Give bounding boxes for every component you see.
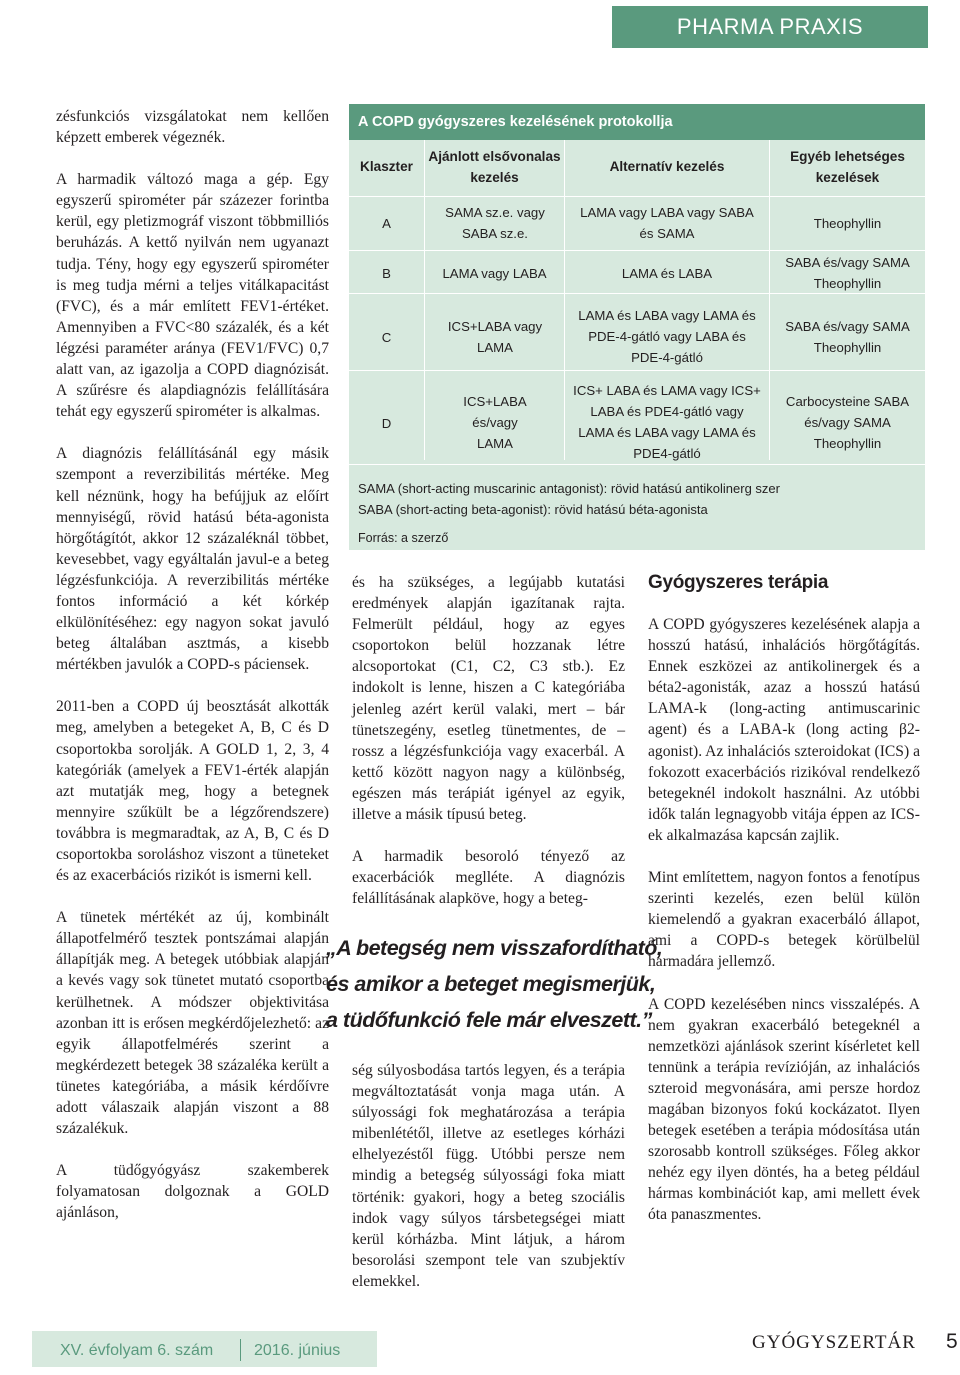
table-notes: [349, 466, 925, 526]
row-c-other: SABA és/vagy SAMA Theophyllin: [785, 319, 910, 355]
quote-line-2: és amikor a beteget megismerjük,: [326, 972, 656, 996]
header-cluster: Klaszter: [360, 159, 413, 174]
footer-date: 2016. június: [254, 1342, 341, 1359]
right-paragraph-1: A COPD gyógyszeres kezelésének alapja a hosszú hatású, inhalációs hörgőtágítás. Ennek eszközei az antikolinergek és a béta2-agonisták, azaz a hosszú hatású LAMA-k (long-acting antimuscarinic agent) és a LABA-k (long acting β2-agonist). Az inhalációs szteroidokat (ICS) a fokozott exacerbációs rizikóval rendelkező betegeknél indokolt használni. Az utóbbi idők talán legnagyobb vitája éppen az ICS-ek alkalmazása kapcsán zajlik.: [648, 616, 920, 844]
treatment-table: [349, 104, 925, 524]
left-paragraph-6: A tüdőgyógyász szakemberek folyamatosan dolgoznak a GOLD ajánláson,: [56, 1162, 329, 1222]
footer-brand: GYÓGYSZERTÁR: [752, 1332, 916, 1353]
note-sama: SAMA (short-acting muscarinic antagonist): rövid hatású antikolinerg szer: [358, 481, 780, 496]
mid-paragraph-3: ség súlyosbodása tartós legyen, és a terápia megváltoztatását vonja maga után. A súlyossági fok meghatározása a terápia mibenlététől, illetve az esetleges kórházi elhelyezéstől függ. Utóbbi persze nem mindig a betegség súlyossági foka miatt történik: gyakori, hogy a beteg szociális indok vagy súlyos társbetegségei miatt kerül kórházba. Mint látjuk, a három besorolási szempont tele van szubjektív elemekkel.: [352, 1062, 625, 1290]
pull-quote: [326, 930, 666, 1038]
page-number: 5: [946, 1330, 958, 1353]
left-paragraph-4: 2011-ben a COPD új beosztását alkották meg, amelyben a betegeket A, B, C és D csoportokba sorolják. A GOLD 1, 2, 3, 4 kategóriák (amelyek a FEV1-érték alapján azt mutatják meg, hogy a betegnek mennyire szűkült be a légzőrendszere) továbbra is megmaradtak, az A, B, C és D csoportokba soroláshoz viszont a tüneteket és az exacerbációs rizikót is ismerni kell.: [56, 698, 329, 885]
row-d-cluster: D: [381, 416, 392, 431]
row-a-first-line: SAMA sz.e. vagy SABA sz.e.: [445, 205, 545, 241]
right-column: [648, 614, 920, 1226]
row-b-other: SABA és/vagy SAMA Theophyllin: [785, 255, 910, 291]
row-d-first-line: ICS+LABA és/vagy LAMA: [463, 394, 527, 451]
left-paragraph-2: A harmadik változó maga a gép. Egy egyszerű spirométer pár százezer forintba kerül, egy pletizmográf viszont többmilliós beruházás. A kettő nyilván nem ugyanazt tudja. Tény, hogy egy egyszerű spirométer is meg tudja mérni a teljes vitálkapacitást (FVC), és a már említett FEV1-értéket. Amennyiben a FVC<80 százalék, és a két légzési paraméter aránya (FEV1/FVC) 0,7 alatt van, az igazolja a COPD diagnózisát. A szűrésre és alapdiagnózis felállítására tehát egy egyszerű spirométer is alkalmas.: [56, 171, 329, 421]
left-paragraph-5: A tünetek mértékét az új, kombinált állapotfelmérő tesztek pontszámai alapján állapítják meg. A betegek utóbbiak alapján a kevés vagy sok tünetet mutató csoportba kerülhetnek. A módszer objektivitása azonban itt is erősen megkérdőjelezhető: az egyik állapotfelmérés szerint a megkérdezett betegek 38 százaléka került a tünetes kategóriába, a másik kérdőívre adott válaszaik alapján viszont a 88 százalékuk.: [56, 909, 329, 1138]
header-alternative: Alternatív kezelés: [609, 159, 725, 174]
header-other: Egyéb lehetséges kezelések: [790, 149, 905, 185]
right-paragraph-2: Mint említettem, nagyon fontos a fenotípus szerinti kezelés, ezen belül külön kiemelendő a gyakran exacerbáló állapot, ami a COPD-s betegek körülbelül harmadára jellemző.: [648, 869, 920, 971]
right-paragraph-3: A COPD kezelésében nincs visszalépés. A nem gyakran exacerbáló betegeknél a nemzetközi ajánlások szerint kísérletet kell tennünk a terápia revízióján, az inhalációs szteroid megvonására, ami persze hordoz magában bizonyos fokú kockázatot. Ilyen betegek esetében a terápia módosítása után szorosabb kontroll szükséges. Főleg akkor nehéz egy ilyen döntés, ha a beteg például hármas kombinációt kap, ami mellett évek óta panaszmentes.: [648, 995, 920, 1224]
left-paragraph-1: zésfunkciós vizsgálatokat nem kellően képzett emberek végeznék.: [56, 108, 329, 147]
footer: [0, 1320, 960, 1375]
row-a-other: Theophyllin: [813, 216, 882, 231]
row-c-first-line: ICS+LABA vagy LAMA: [447, 319, 543, 355]
section-heading: Gyógyszeres terápia: [648, 572, 829, 593]
table-title: A COPD gyógyszeres kezelésének protokollja: [349, 104, 925, 140]
footer-issue: XV. évfolyam 6. szám: [60, 1342, 214, 1359]
footer-separator: [240, 1339, 241, 1361]
quote-line-1: „A betegség nem visszafordítható,: [326, 936, 663, 960]
row-b-cluster: B: [382, 266, 391, 281]
row-b-alternative: LAMA és LABA: [621, 266, 713, 281]
row-b-first-line: LAMA vagy LABA: [442, 266, 547, 281]
left-paragraph-3: A diagnózis felállításánál egy másik szempont a reverzibilitás mértéke. Meg kell néznünk, hogy ha befújjuk az előírt mennyiségű, rövid hatású béta-agonista hörgőtágítót, akkor 12 százaléknál többet, kevesebbet, vagy egyáltalán javul-e a beteg légzésfunkciója. A reverzibilitás mértéke fontos információ a két kórkép elkülönítéséhez: egy nagyon sokat javuló beteg általában asztmás, a kisebb mértékben javulók a COPD-s páciensek.: [56, 445, 329, 674]
header-title: PHARMA PRAXIS: [676, 14, 864, 39]
header-bar: [612, 6, 928, 48]
middle-column-bottom: [352, 1060, 625, 1292]
middle-column-top: [352, 572, 625, 909]
mid-paragraph-2: A harmadik besoroló tényező az exacerbációk meglléte. A diagnózis felállításának alapköve, hogy a beteg-: [352, 848, 625, 908]
table-source: Forrás: a szerző: [358, 531, 449, 545]
left-column: [56, 106, 329, 1224]
table-source-bar: [349, 526, 925, 550]
row-a-cluster: A: [382, 216, 391, 231]
quote-line-3: a tüdőfunkció fele már elveszett.”: [326, 1008, 652, 1032]
row-c-cluster: C: [381, 330, 392, 345]
note-saba: SABA (short-acting beta-agonist): rövid hatású béta-agonista: [358, 502, 708, 517]
row-a-alternative: LAMA vagy LABA vagy SABA és SAMA: [580, 205, 754, 241]
row-d-other: Carbocysteine SABA és/vagy SAMA Theophyllin: [785, 394, 910, 451]
row-d-alternative: ICS+ LABA és LAMA vagy ICS+ LABA és PDE4-gátló vagy LAMA és LABA vagy LAMA és PDE4-gátló: [573, 383, 761, 461]
row-c-alternative: LAMA és LABA vagy LAMA és PDE-4-gátló vagy LABA és PDE-4-gátló: [578, 308, 756, 365]
mid-paragraph-1: és ha szükséges, a legújabb kutatási eredmények alapján igazítanak rajta. Felmerült például, hogy az egyes csoportokon belül hozzanak létre alcsoportokat (C1, C2, C3 stb.). Ez indokolt is lenne, hiszen a C kategóriába jelenleg azért kerül valaki, mert – bár tünetszegény, esetleg tünetmentes, de – rossz a légzésfunkciója vagy exacerbál. A kettő között nagyon nagy a különbség, egészen más terápiát igényel az egyik, illetve a másik típusú beteg.: [352, 574, 625, 824]
header-first-line: Ajánlott elsővonalas kezelés: [428, 149, 561, 185]
